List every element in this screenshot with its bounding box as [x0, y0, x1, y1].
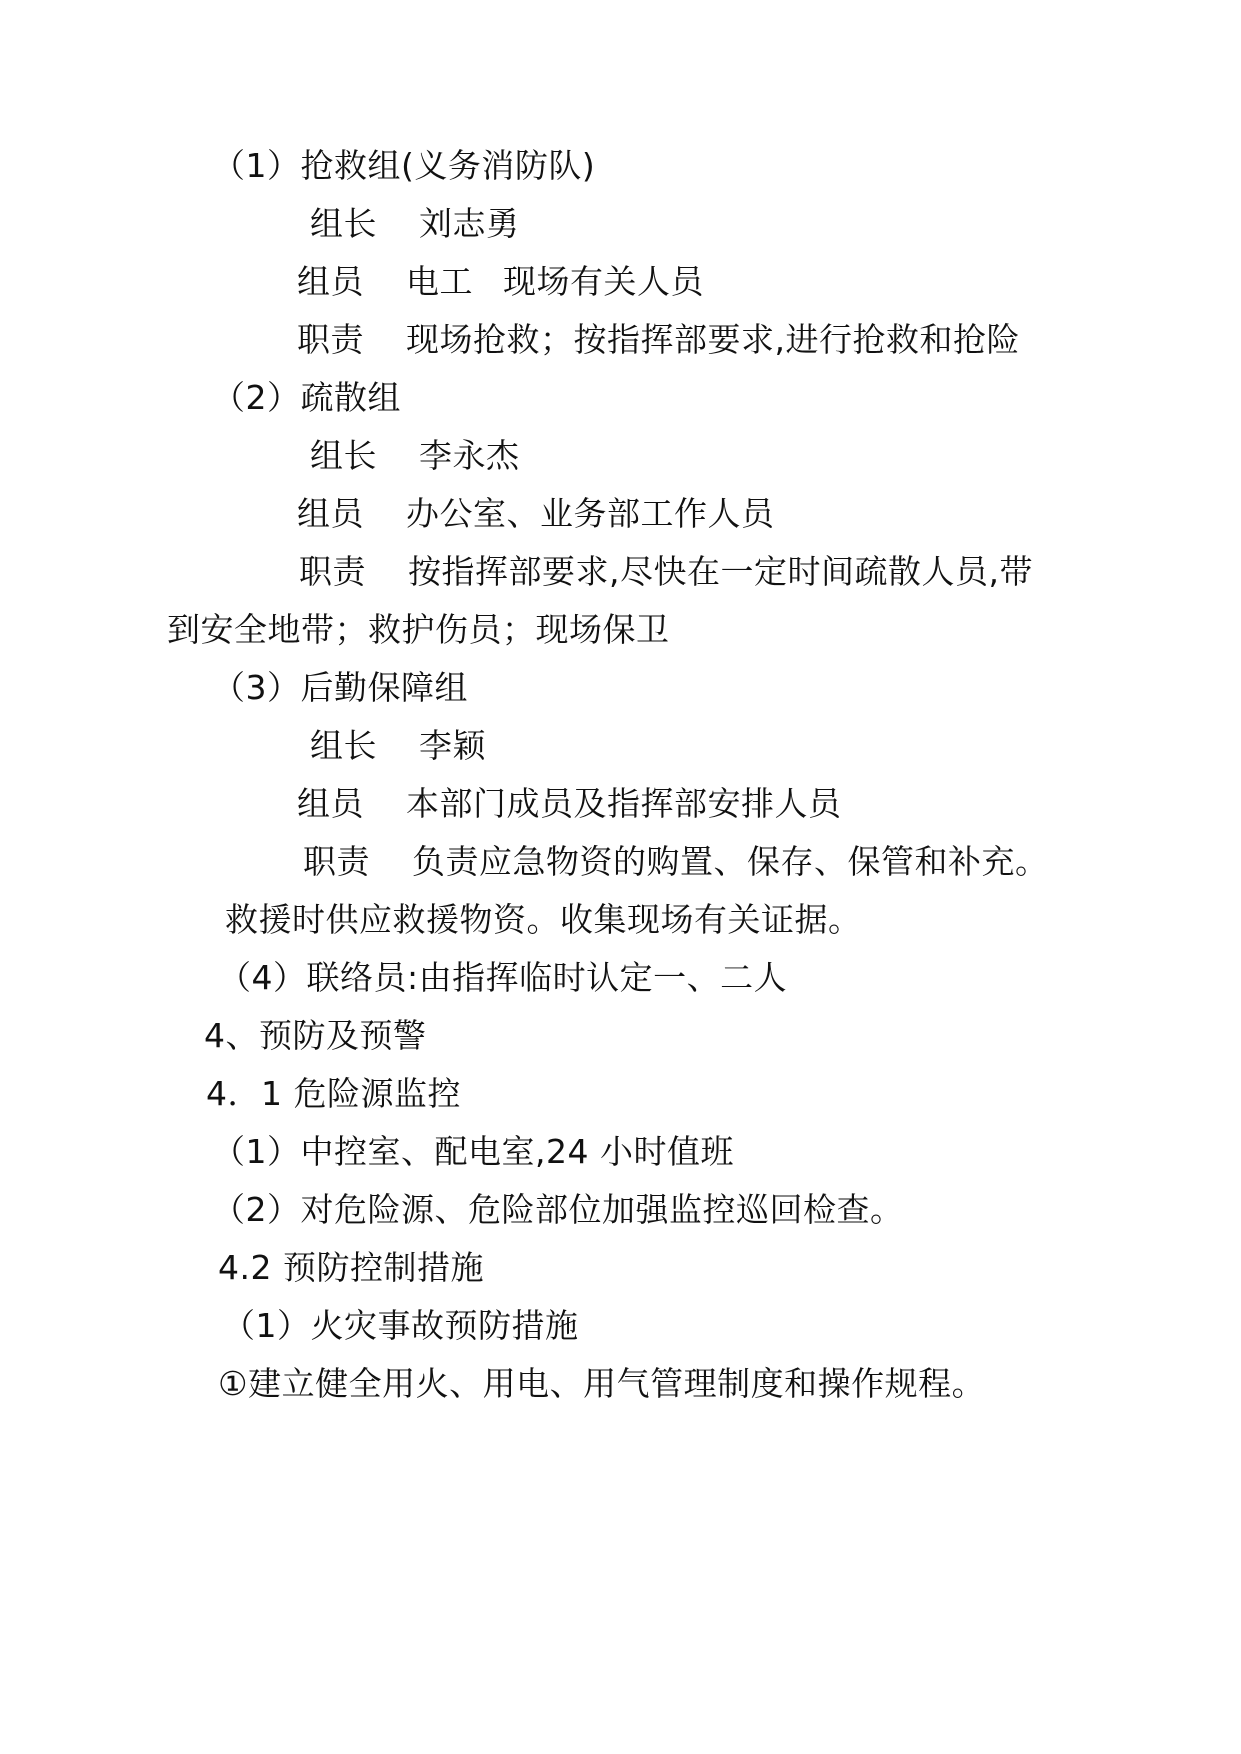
fire-prevention-item-1-text: ①建立健全用火、用电、用气管理制度和操作规程。 [218, 1364, 986, 1403]
monitor-item-2 [212, 1190, 904, 1230]
evac-group-heading-text: （2）疏散组 [212, 378, 401, 417]
evac-duty-continuation [167, 610, 670, 650]
logistics-group-heading-text: （3）后勤保障组 [212, 668, 468, 707]
rescue-duty-label: 职责 [297, 320, 364, 359]
evac-duty-continuation-text: 到安全地带；救护伤员；现场保卫 [167, 610, 670, 649]
liaison-text: （4）联络员:由指挥临时认定一、二人 [218, 958, 788, 997]
evac-members-value: 办公室、业务部工作人员 [406, 494, 775, 533]
fire-prevention-heading [222, 1306, 579, 1346]
rescue-members-value-1: 电工 [406, 262, 473, 301]
fire-prevention-item-1 [218, 1364, 985, 1404]
section-4-heading-text: 4、预防及预警 [204, 1016, 427, 1055]
rescue-leader-label: 组长 [310, 204, 377, 243]
evac-members-row [297, 494, 775, 534]
logistics-leader-label: 组长 [310, 726, 377, 765]
logistics-group-heading [212, 668, 468, 708]
section-4-heading [204, 1016, 427, 1056]
logistics-duty-continuation [225, 900, 862, 940]
section-4-1-heading [206, 1074, 461, 1114]
logistics-duty-label: 职责 [303, 842, 370, 881]
evac-duty-row [299, 552, 1033, 592]
logistics-leader-name: 李颖 [419, 726, 486, 765]
evac-duty-value: 按指挥部要求,尽快在一定时间疏散人员,带 [408, 552, 1033, 591]
evac-group-heading [212, 378, 401, 418]
rescue-members-row [297, 262, 704, 302]
fire-prevention-heading-text: （1）火灾事故预防措施 [222, 1306, 579, 1345]
monitor-item-2-text: （2）对危险源、危险部位加强监控巡回检查。 [212, 1190, 904, 1229]
evac-leader-name: 李永杰 [419, 436, 520, 475]
section-4-1-heading-text: 4．1 危险源监控 [206, 1074, 461, 1113]
rescue-members-value-2: 现场有关人员 [503, 262, 704, 301]
logistics-leader-row [310, 726, 486, 766]
evac-duty-label: 职责 [299, 552, 366, 591]
logistics-members-label: 组员 [297, 784, 364, 823]
rescue-members-label: 组员 [297, 262, 364, 301]
rescue-leader-name: 刘志勇 [419, 204, 520, 243]
rescue-duty-row [297, 320, 1020, 360]
logistics-members-row [297, 784, 842, 824]
section-4-2-heading-text: 4.2 预防控制措施 [218, 1248, 484, 1287]
liaison-line [218, 958, 787, 998]
logistics-duty-value: 负责应急物资的购置、保存、保管和补充。 [412, 842, 1049, 881]
logistics-duty-row [303, 842, 1049, 882]
rescue-group-heading-text: （1）抢救组(义务消防队) [212, 146, 596, 185]
logistics-members-value: 本部门成员及指挥部安排人员 [406, 784, 842, 823]
section-4-2-heading [218, 1248, 484, 1288]
monitor-item-1-text: （1）中控室、配电室,24 小时值班 [212, 1132, 734, 1171]
monitor-item-1 [212, 1132, 734, 1172]
evac-leader-row [310, 436, 520, 476]
rescue-duty-value: 现场抢救；按指挥部要求,进行抢救和抢险 [406, 320, 1020, 359]
rescue-group-heading [212, 146, 595, 186]
evac-members-label: 组员 [297, 494, 364, 533]
evac-leader-label: 组长 [310, 436, 377, 475]
rescue-leader-row [310, 204, 520, 244]
logistics-duty-continuation-text: 救援时供应救援物资。收集现场有关证据。 [225, 900, 862, 939]
